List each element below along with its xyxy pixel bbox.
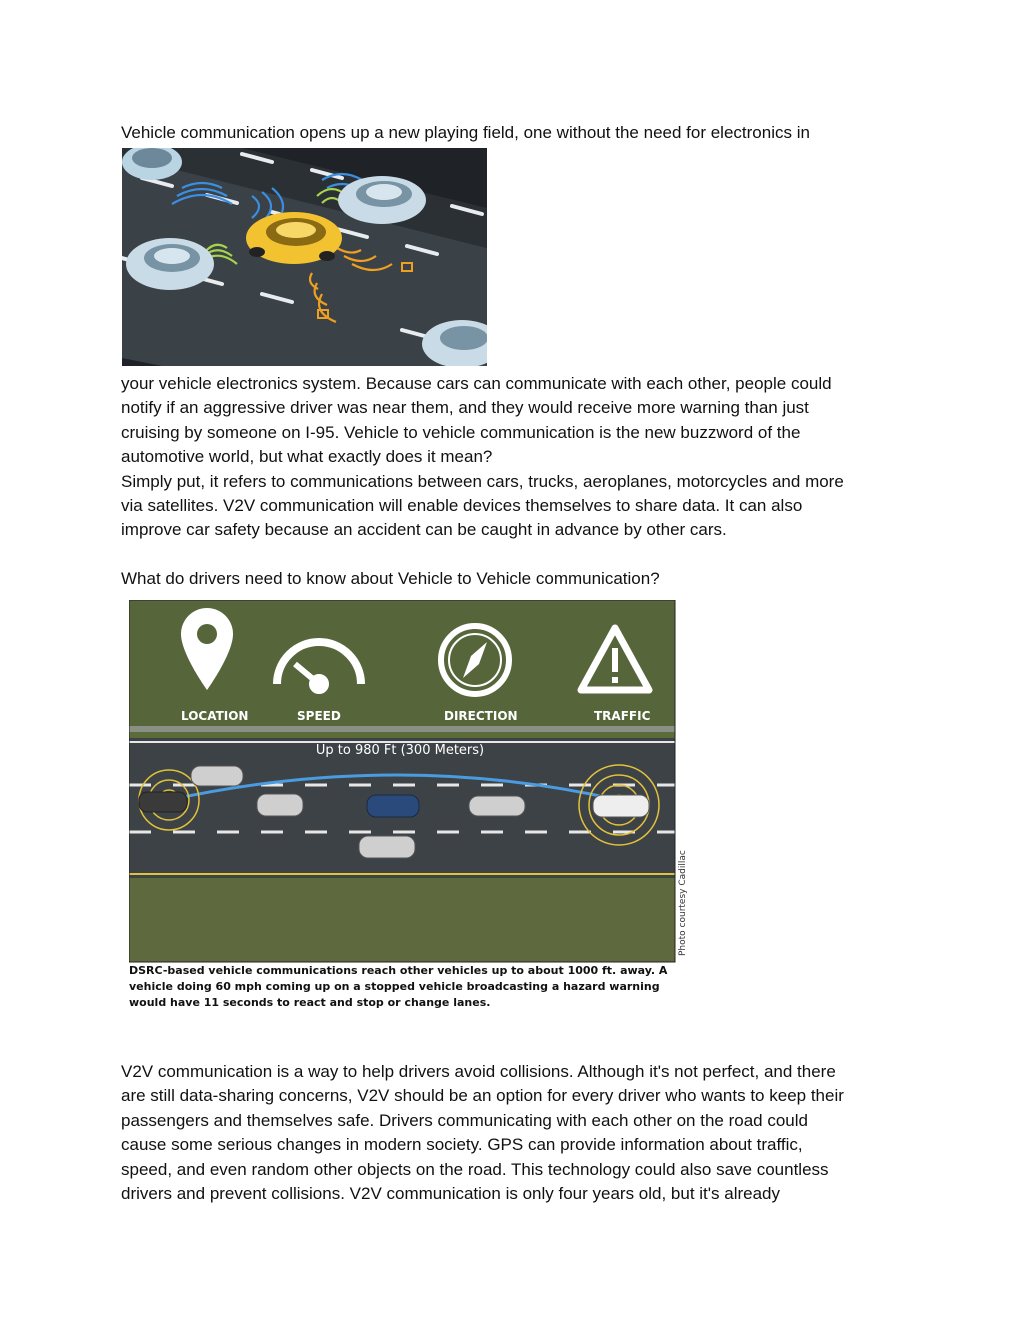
text-line: Simply put, it refers to communications between cars, trucks, aeroplanes, motorcycles and more <box>121 471 844 491</box>
text-line: your vehicle electronics system. Because cars can communicate with each other, people could <box>121 374 832 393</box>
v2v-illustration <box>122 148 487 366</box>
range-label: Up to 980 Ft (300 Meters) <box>315 743 485 758</box>
label-traffic: TRAFFIC <box>594 709 651 723</box>
text-line: cause some serious changes in modern society. GPS can provide information about traffic, <box>121 1135 803 1155</box>
text-line: drivers and prevent collisions. V2V communication is only four years old, but it's already <box>121 1184 780 1204</box>
caption-line: would have 11 seconds to react and stop or change lanes. <box>129 996 491 1009</box>
text-line: What do drivers need to know about Vehicle to Vehicle communication? <box>121 569 660 588</box>
label-speed: SPEED <box>297 709 341 723</box>
question-line <box>121 567 911 591</box>
text-line: V2V communication is a way to help drivers avoid collisions. Although it's not perfect, and there <box>121 1062 836 1081</box>
paragraph-2 <box>121 1060 911 1206</box>
text-line: Vehicle communication opens up a new playing field, one without the need for electronics in <box>121 123 810 142</box>
caption-line: vehicle doing 60 mph coming up on a stopped vehicle broadcasting a hazard warning <box>129 980 660 993</box>
intro-line <box>121 121 911 145</box>
text-line: notify if an aggressive driver was near them, and they would receive more warning than just <box>121 398 809 418</box>
photo-credit: Photo courtesy Cadillac <box>678 850 688 956</box>
text-line: automotive world, but what exactly does it mean? <box>121 447 493 467</box>
text-line: speed, and even random other objects on the road. This technology could also save countless <box>121 1159 829 1179</box>
text-line: are still data-sharing concerns, V2V should be an option for every driver who wants to keep their <box>121 1086 844 1106</box>
label-direction: DIRECTION <box>444 709 518 723</box>
paragraph-1 <box>121 372 911 543</box>
text-line: passengers and themselves safe. Drivers communicating with each other on the road could <box>121 1110 808 1130</box>
label-location: LOCATION <box>181 709 249 723</box>
caption-line: DSRC-based vehicle communications reach other vehicles up to about 1000 ft. away. A <box>129 964 668 977</box>
text-line: improve car safety because an accident can be caught in advance by other cars. <box>121 520 727 540</box>
text-line: via satellites. V2V communication will enable devices themselves to share data. It can also <box>121 496 803 516</box>
text-line: cruising by someone on I-95. Vehicle to vehicle communication is the new buzzword of the <box>121 422 801 442</box>
dsrc-figure <box>129 600 689 1015</box>
